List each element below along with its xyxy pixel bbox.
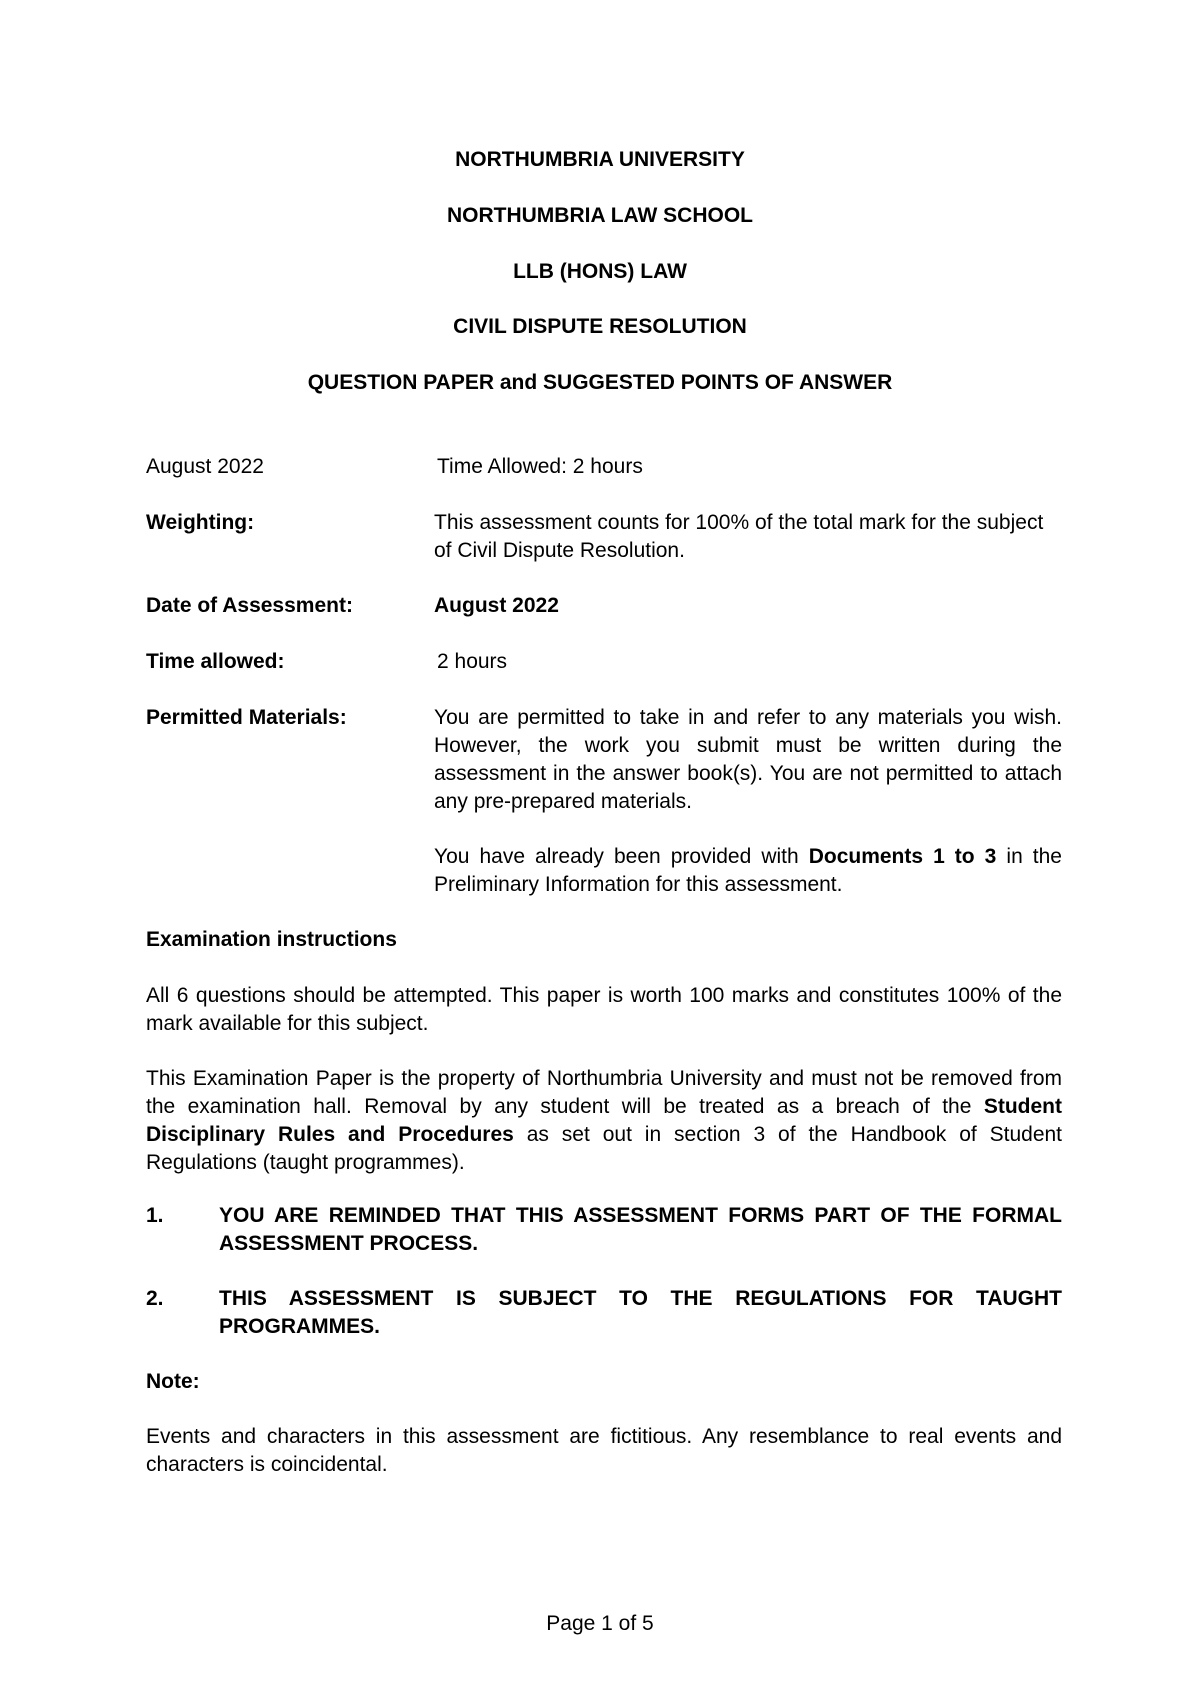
permitted-materials-label: Permitted Materials: bbox=[146, 706, 347, 729]
documents-note-start: You have already been provided with bbox=[434, 845, 809, 868]
programme-name: LLB (HONS) LAW bbox=[513, 260, 687, 283]
paper-type: QUESTION PAPER and SUGGESTED POINTS OF ANSWER bbox=[307, 371, 893, 394]
paragraph-2-start: This Examination Paper is the property of Northumbria University and must not be removed from the examination hall. Removal by any student will be treated as a breach of the bbox=[146, 1067, 1062, 1118]
paragraph-2-end: as set out in section 3 of the Handbook of Student Regulations (taught programmes). bbox=[146, 1123, 1063, 1174]
module-name: CIVIL DISPUTE RESOLUTION bbox=[453, 315, 747, 338]
weighting-value: This assessment counts for 100% of the total mark for the subject of Civil Dispute Resolution. bbox=[434, 511, 1044, 562]
date-of-assessment-value: August 2022 bbox=[434, 594, 559, 617]
date-left: August 2022 bbox=[146, 455, 264, 478]
instruction-item-2-number: 2. bbox=[146, 1287, 164, 1310]
documents-reference: Documents 1 to 3 bbox=[808, 845, 997, 868]
time-allowed-value: 2 hours bbox=[437, 650, 508, 673]
note-text: Events and characters in this assessment are fictitious. Any resemblance to real events and characters is coincidental. bbox=[146, 1425, 1062, 1476]
date-of-assessment-label: Date of Assessment: bbox=[146, 594, 353, 617]
university-name: NORTHUMBRIA UNIVERSITY bbox=[455, 148, 745, 171]
instructions-paragraph-1: All 6 questions should be attempted. This paper is worth 100 marks and constitutes 100% of the mark available for this subject. bbox=[146, 984, 1062, 1035]
instructions-heading: Examination instructions bbox=[146, 928, 397, 951]
school-name: NORTHUMBRIA LAW SCHOOL bbox=[446, 204, 754, 227]
page-number: Page 1 of 5 bbox=[546, 1612, 654, 1635]
documents-note bbox=[434, 843, 1062, 899]
note-heading: Note: bbox=[146, 1370, 200, 1393]
documents-note-end: in the Preliminary Information for this assessment. bbox=[434, 845, 1062, 896]
instructions-paragraph-2 bbox=[146, 1065, 1062, 1177]
instruction-item-2-text: THIS ASSESSMENT IS SUBJECT TO THE REGULATIONS FOR TAUGHT PROGRAMMES. bbox=[219, 1287, 1062, 1338]
disciplinary-rules-reference: Student Disciplinary Rules and Procedures bbox=[146, 1095, 1062, 1146]
permitted-materials-value: You are permitted to take in and refer to any materials you wish. However, the work you submit must be written during the assessment in the answer book(s). You are not permitted to attach any pre-prepared materials. bbox=[434, 706, 1062, 813]
weighting-label: Weighting: bbox=[146, 511, 255, 534]
time-allowed-top: Time Allowed: 2 hours bbox=[437, 455, 643, 478]
instruction-item-1-number: 1. bbox=[146, 1204, 164, 1227]
instruction-item-1-text: YOU ARE REMINDED THAT THIS ASSESSMENT FORMS PART OF THE FORMAL ASSESSMENT PROCESS. bbox=[219, 1204, 1062, 1255]
time-allowed-label: Time allowed: bbox=[146, 650, 285, 673]
